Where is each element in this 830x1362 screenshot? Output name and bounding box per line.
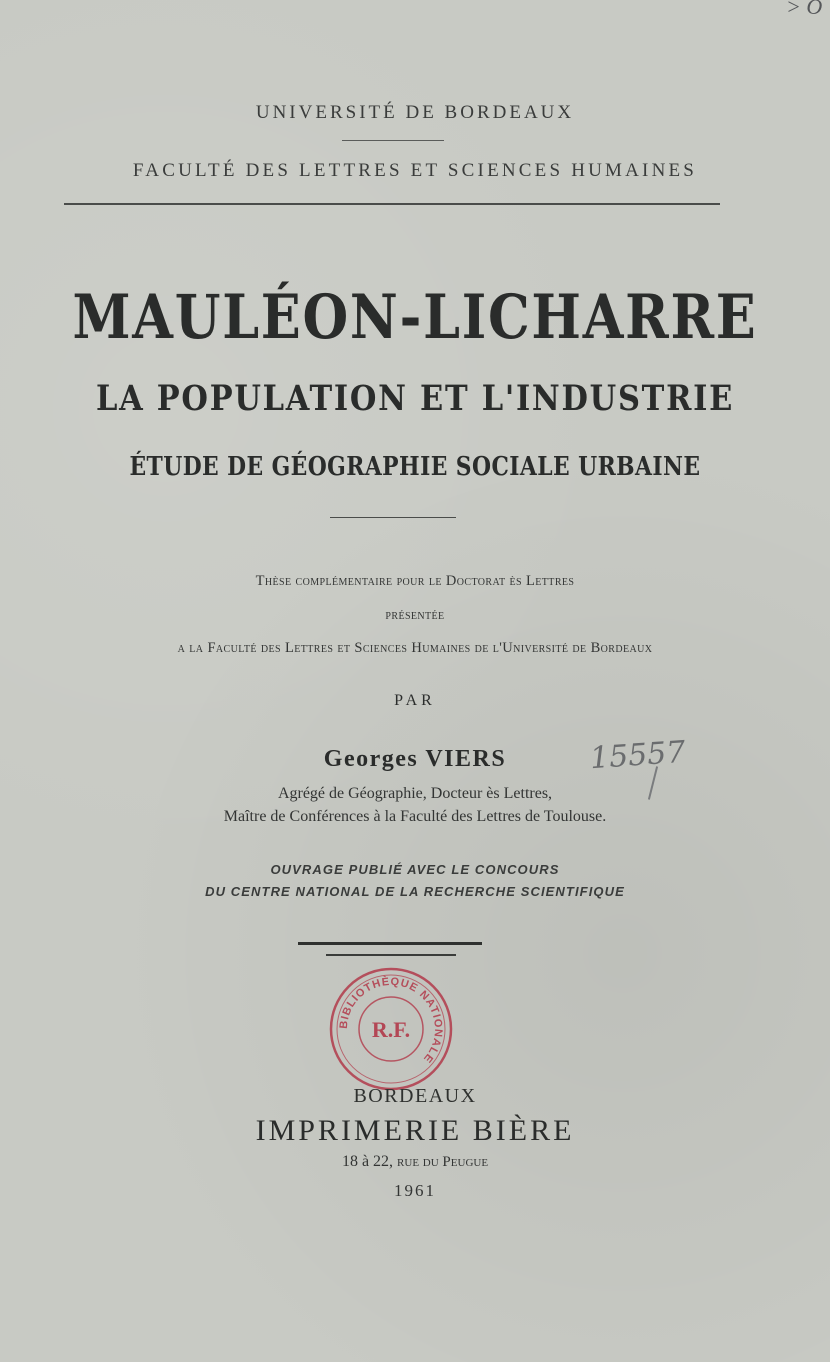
presented-line: présentée: [385, 607, 445, 623]
faculty-presentation-line: a la Faculté des Lettres et Sciences Humaines de l'Université de Bordeaux: [177, 640, 653, 656]
stamp-center-text: R.F.: [371, 1017, 411, 1042]
author-credential-2: Maître de Conférences à la Faculté des Lettres de Toulouse.: [223, 808, 607, 825]
handwritten-number: 15557: [588, 734, 687, 777]
publication-note-2: DU CENTRE NATIONAL DE LA RECHERCHE SCIENTIFIQUE: [205, 884, 625, 899]
divider-long: [64, 203, 720, 205]
author-credential-1: Agrégé de Géographie, Docteur ès Lettres,: [277, 785, 553, 802]
divider-middle: [330, 517, 456, 518]
address-number: 18 à 22,: [341, 1153, 394, 1170]
publication-year: 1961: [394, 1181, 436, 1200]
by-label: PAR: [394, 692, 436, 709]
university-name: UNIVERSITÉ DE BORDEAUX: [255, 102, 575, 123]
publication-note-1: OUVRAGE PUBLIÉ AVEC LE CONCOURS: [270, 862, 560, 877]
pencil-annotation-top: > O: [786, 0, 823, 19]
thesis-line: Thèse complémentaire pour le Doctorat ès Lettres: [255, 573, 575, 589]
study-subtitle: ÉTUDE DE GÉOGRAPHIE SOCIALE URBAINE: [129, 452, 701, 482]
divider-thick: [298, 942, 482, 945]
printer-address: [0, 1153, 830, 1171]
address-street: rue du Peugue: [397, 1154, 489, 1170]
divider-short: [342, 140, 444, 141]
author-name: Georges VIERS: [323, 746, 507, 772]
printer-name: IMPRIMERIE BIÈRE: [255, 1114, 575, 1147]
subtitle: LA POPULATION ET L'INDUSTRIE: [95, 378, 735, 419]
imprint-city: BORDEAUX: [353, 1085, 477, 1107]
library-stamp-icon: [326, 964, 456, 1094]
faculty-name: FACULTÉ DES LETTRES ET SCIENCES HUMAINES: [132, 160, 698, 181]
main-title: MAULÉON-LICHARRE: [72, 282, 758, 353]
stamp-ring-text: BIBLIOTHÈQUE NATIONALE: [337, 975, 445, 1066]
divider-thin: [326, 954, 456, 956]
